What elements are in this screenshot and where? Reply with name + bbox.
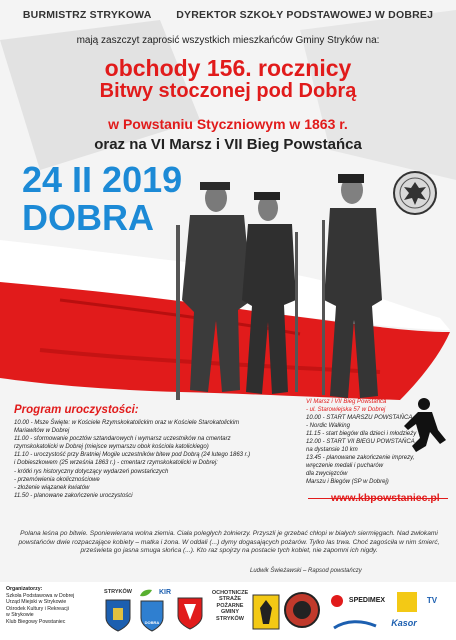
march-run-section — [306, 398, 448, 486]
event-title-line2: Bitwy stoczonej pod Dobrą — [99, 80, 357, 102]
program-item: 11.00 - sformowanie pocztów sztandarowych i wymarsz uczestników na cmentarz rzymskokatolicki w Dobrej (miejsce wymarszu obok kościoła katolickiego) — [14, 436, 231, 451]
program-item: 10.00 - Msze Święte: w Kościele Rzymskokatolickim oraz w Kościele Starokatolickim Mariawitów w Dobrej — [14, 420, 240, 435]
march-run-item: 12.00 - START VII BIEGU POWSTAŃCA na dystansie 10 km — [306, 439, 415, 453]
program-item: 11.10 - uroczystość przy Bratniej Mogile uczestników bitew pod Dobrą (24 lutego 1863 r.) i Dobieszkowem (25 września 1863 r.) - cmentarz rzymskokatolicki w Dobrej: - krótki rys historyczny dotyczący wydarzeń powstańczych - przemówienia okolicznościowe - złożenie wiązanek kwiatów — [14, 452, 251, 491]
strykow-coat-of-arms-icon — [104, 598, 132, 632]
organizer-line: Ośrodek Kultury i Rekreacji — [6, 605, 69, 612]
dobra-logo-label: DOBRA — [144, 620, 160, 625]
dobra-coat-of-arms-icon — [140, 600, 164, 632]
organizer-line: Szkoła Podstawowa w Dobrej — [6, 592, 75, 599]
strykow-logo-label: STRYKÓW — [104, 589, 132, 595]
event-title-line1: obchody 156. rocznicy — [104, 55, 352, 81]
gmina-coat-of-arms-icon — [176, 596, 204, 630]
issuer-mayor: BURMISTRZ STRYKOWA — [22, 9, 152, 21]
sponsor-swoosh-icon — [332, 618, 378, 632]
organizer-line: w Strykowie — [6, 612, 34, 618]
organizer-line: Urząd Miejski w Strykowie — [6, 599, 67, 605]
march-run-item: 10.00 - START MARSZU POWSTAŃCA - Nordic Walking — [306, 415, 413, 429]
soldier-badge-icon — [252, 594, 280, 630]
osp-logo-label: OCHOTNICZE STRAŻE POŻARNE GMINY STRYKÓW — [211, 590, 249, 622]
eagle-emblem-icon — [392, 170, 438, 216]
kir-logo-label: KIR — [158, 589, 172, 596]
event-place: DOBRA — [22, 197, 154, 238]
organizer-line: Klub Biegowy Powstaniec — [6, 618, 66, 625]
poem-quote: Polana leśna po bitwie. Sponiewierana wolna ziemia. Ciała poległych żołnierzy. Przyszli je grzebać chłopi w białych siermięgach. Nad zwłokami powstańców dwie rozpaczające kobiety – matka i żona. W oddali (...) dymy dogasających pożarów. Tylko las trwa. Choć zagościła w nim śmierć, prześwieta go jasna smuga słońca (...). Kto raz spojrzy na postacie tych kobiet, nie zapomni ich nigdy. — [18, 530, 440, 555]
spedimex-logo-icon — [330, 594, 344, 608]
march-run-item: 13.45 - planowane zakończenie imprezy, wręczenie medali i pucharów dla zwycięzców Marszu i Biegów (SP w Dobrej) — [306, 455, 415, 485]
issuer-school-director: DYREKTOR SZKOŁY PODSTAWOWEJ W DOBREJ — [176, 9, 434, 21]
program-title: Program uroczystości: — [14, 404, 139, 416]
march-run-title: VI Marsz i VII Bieg Powstańca - ul. Starowiejska 57 w Dobrej — [306, 399, 387, 413]
organizers-block — [6, 586, 96, 625]
event-title-line4: oraz na VI Marsz i VII Bieg Powstańca — [94, 136, 362, 153]
march-run-item: 11.15 - start biegów dla dzieci i młodzieży — [306, 431, 417, 437]
event-title-line3: w Powstaniu Styczniowym w 1863 r. — [108, 116, 348, 132]
organizers-heading: Organizatorzy: — [6, 586, 43, 592]
spedimex-logo-label: SPEDIMEX — [348, 597, 386, 604]
tv-logo-icon — [396, 591, 418, 613]
quote-author: Ludwik Świeżawski – Rapsod powstańczy — [250, 568, 362, 574]
program-item: 11.50 - planowane zakończenie uroczystości — [14, 492, 133, 499]
issuers-line — [0, 9, 456, 21]
red-seal-icon — [284, 592, 320, 628]
website-link[interactable]: www.kbpowstaniec.pl — [331, 492, 440, 504]
invitation-text: mają zaszczyt zaprosić wszystkich mieszkańców Gminy Stryków na: — [76, 35, 380, 46]
kasor-logo-label: Kasor — [391, 618, 417, 628]
tv-logo-label: TV — [426, 596, 438, 605]
program-section — [14, 404, 304, 500]
event-date: 24 II 2019 — [22, 159, 183, 200]
